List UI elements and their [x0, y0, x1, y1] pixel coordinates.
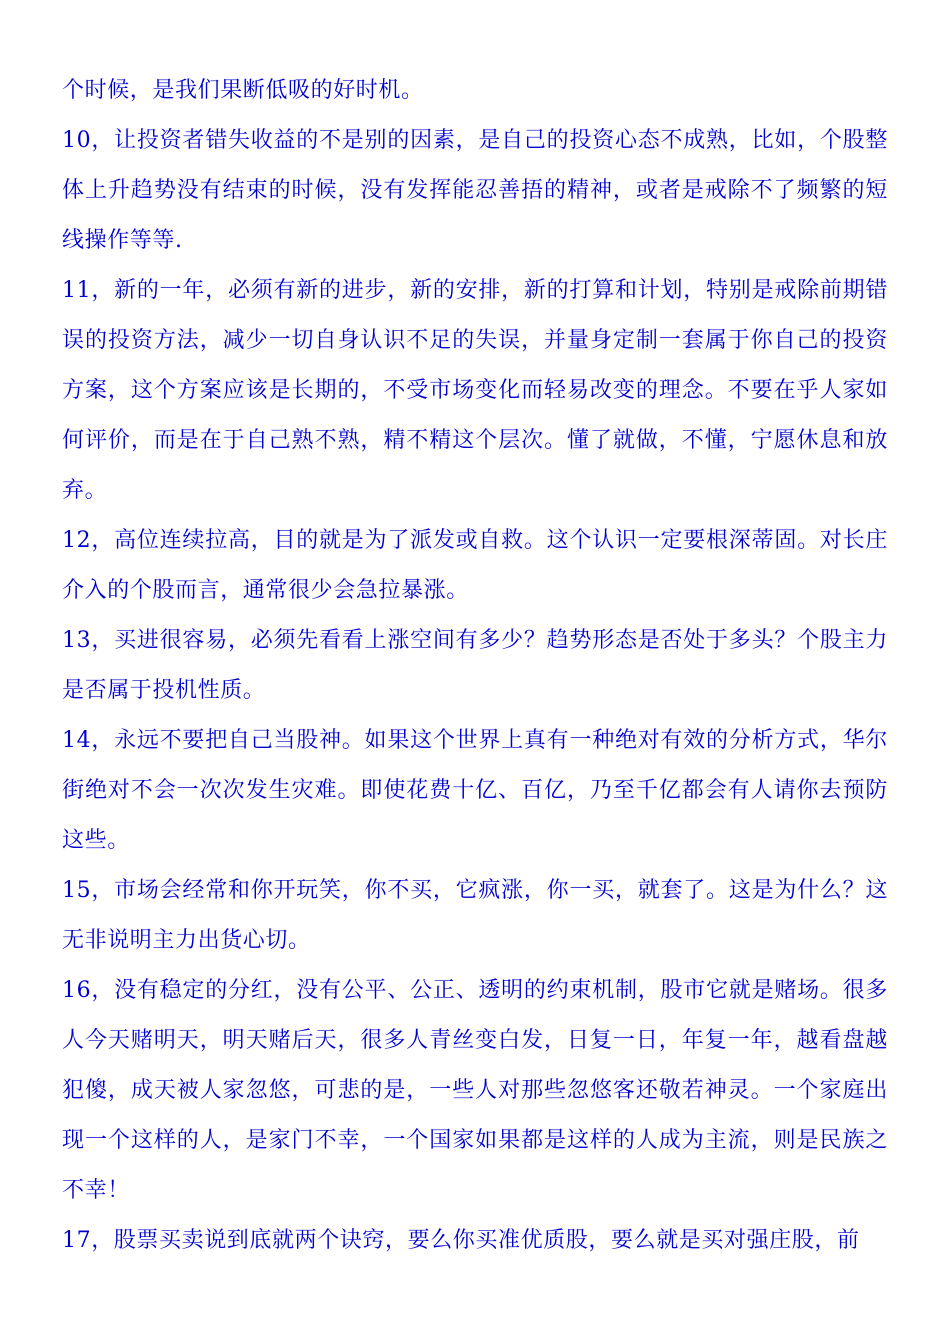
paragraph-item-15: 15，市场会经常和你开玩笑，你不买，它疯涨，你一买，就套了。这是为什么？这无非说明主力出货心切。: [62, 878, 888, 953]
paragraph-item-12: 12，高位连续拉高，目的就是为了派发或自救。这个认识一定要根深蒂固。对长庄介入的个股而言，通常很少会急拉暴涨。: [62, 528, 888, 603]
paragraph-item-17: 17，股票买卖说到底就两个诀窍，要么你买准优质股，要么就是买对强庄股，前: [62, 1228, 860, 1253]
paragraph-item-16: 16，没有稳定的分红，没有公平、公正、透明的约束机制，股市它就是赌场。很多人今天赌明天，明天赌后天，很多人青丝变白发，日复一日，年复一年，越看盘越犯傻，成天被人家忽悠，可悲的是，一些人对那些忽悠客还敬若神灵。一个家庭出现一个这样的人，是家门不幸，一个国家如果都是这样的人成为主流，则是民族之不幸！: [62, 978, 888, 1203]
paragraph-item-10: 10，让投资者错失收益的不是别的因素，是自己的投资心态不成熟，比如，个股整体上升趋势没有结束的时候，没有发挥能忍善捂的精神，或者是戒除不了频繁的短线操作等等.: [62, 128, 888, 253]
document-page: [62, 66, 888, 1266]
paragraph-continuation: 个时候，是我们果断低吸的好时机。: [62, 78, 424, 103]
paragraph-item-11: 11，新的一年，必须有新的进步，新的安排，新的打算和计划，特别是戒除前期错误的投资方法，减少一切自身认识不足的失误，并量身定制一套属于你自己的投资方案，这个方案应该是长期的，不受市场变化而轻易改变的理念。不要在乎人家如何评价，而是在于自己熟不熟，精不精这个层次。懂了就做，不懂，宁愿休息和放弃。: [62, 278, 888, 503]
paragraph-item-14: 14，永远不要把自己当股神。如果这个世界上真有一种绝对有效的分析方式，华尔街绝对不会一次次发生灾难。即使花费十亿、百亿，乃至千亿都会有人请你去预防这些。: [62, 728, 888, 853]
paragraph-item-13: 13，买进很容易，必须先看看上涨空间有多少？趋势形态是否处于多头？个股主力是否属于投机性质。: [62, 628, 888, 703]
